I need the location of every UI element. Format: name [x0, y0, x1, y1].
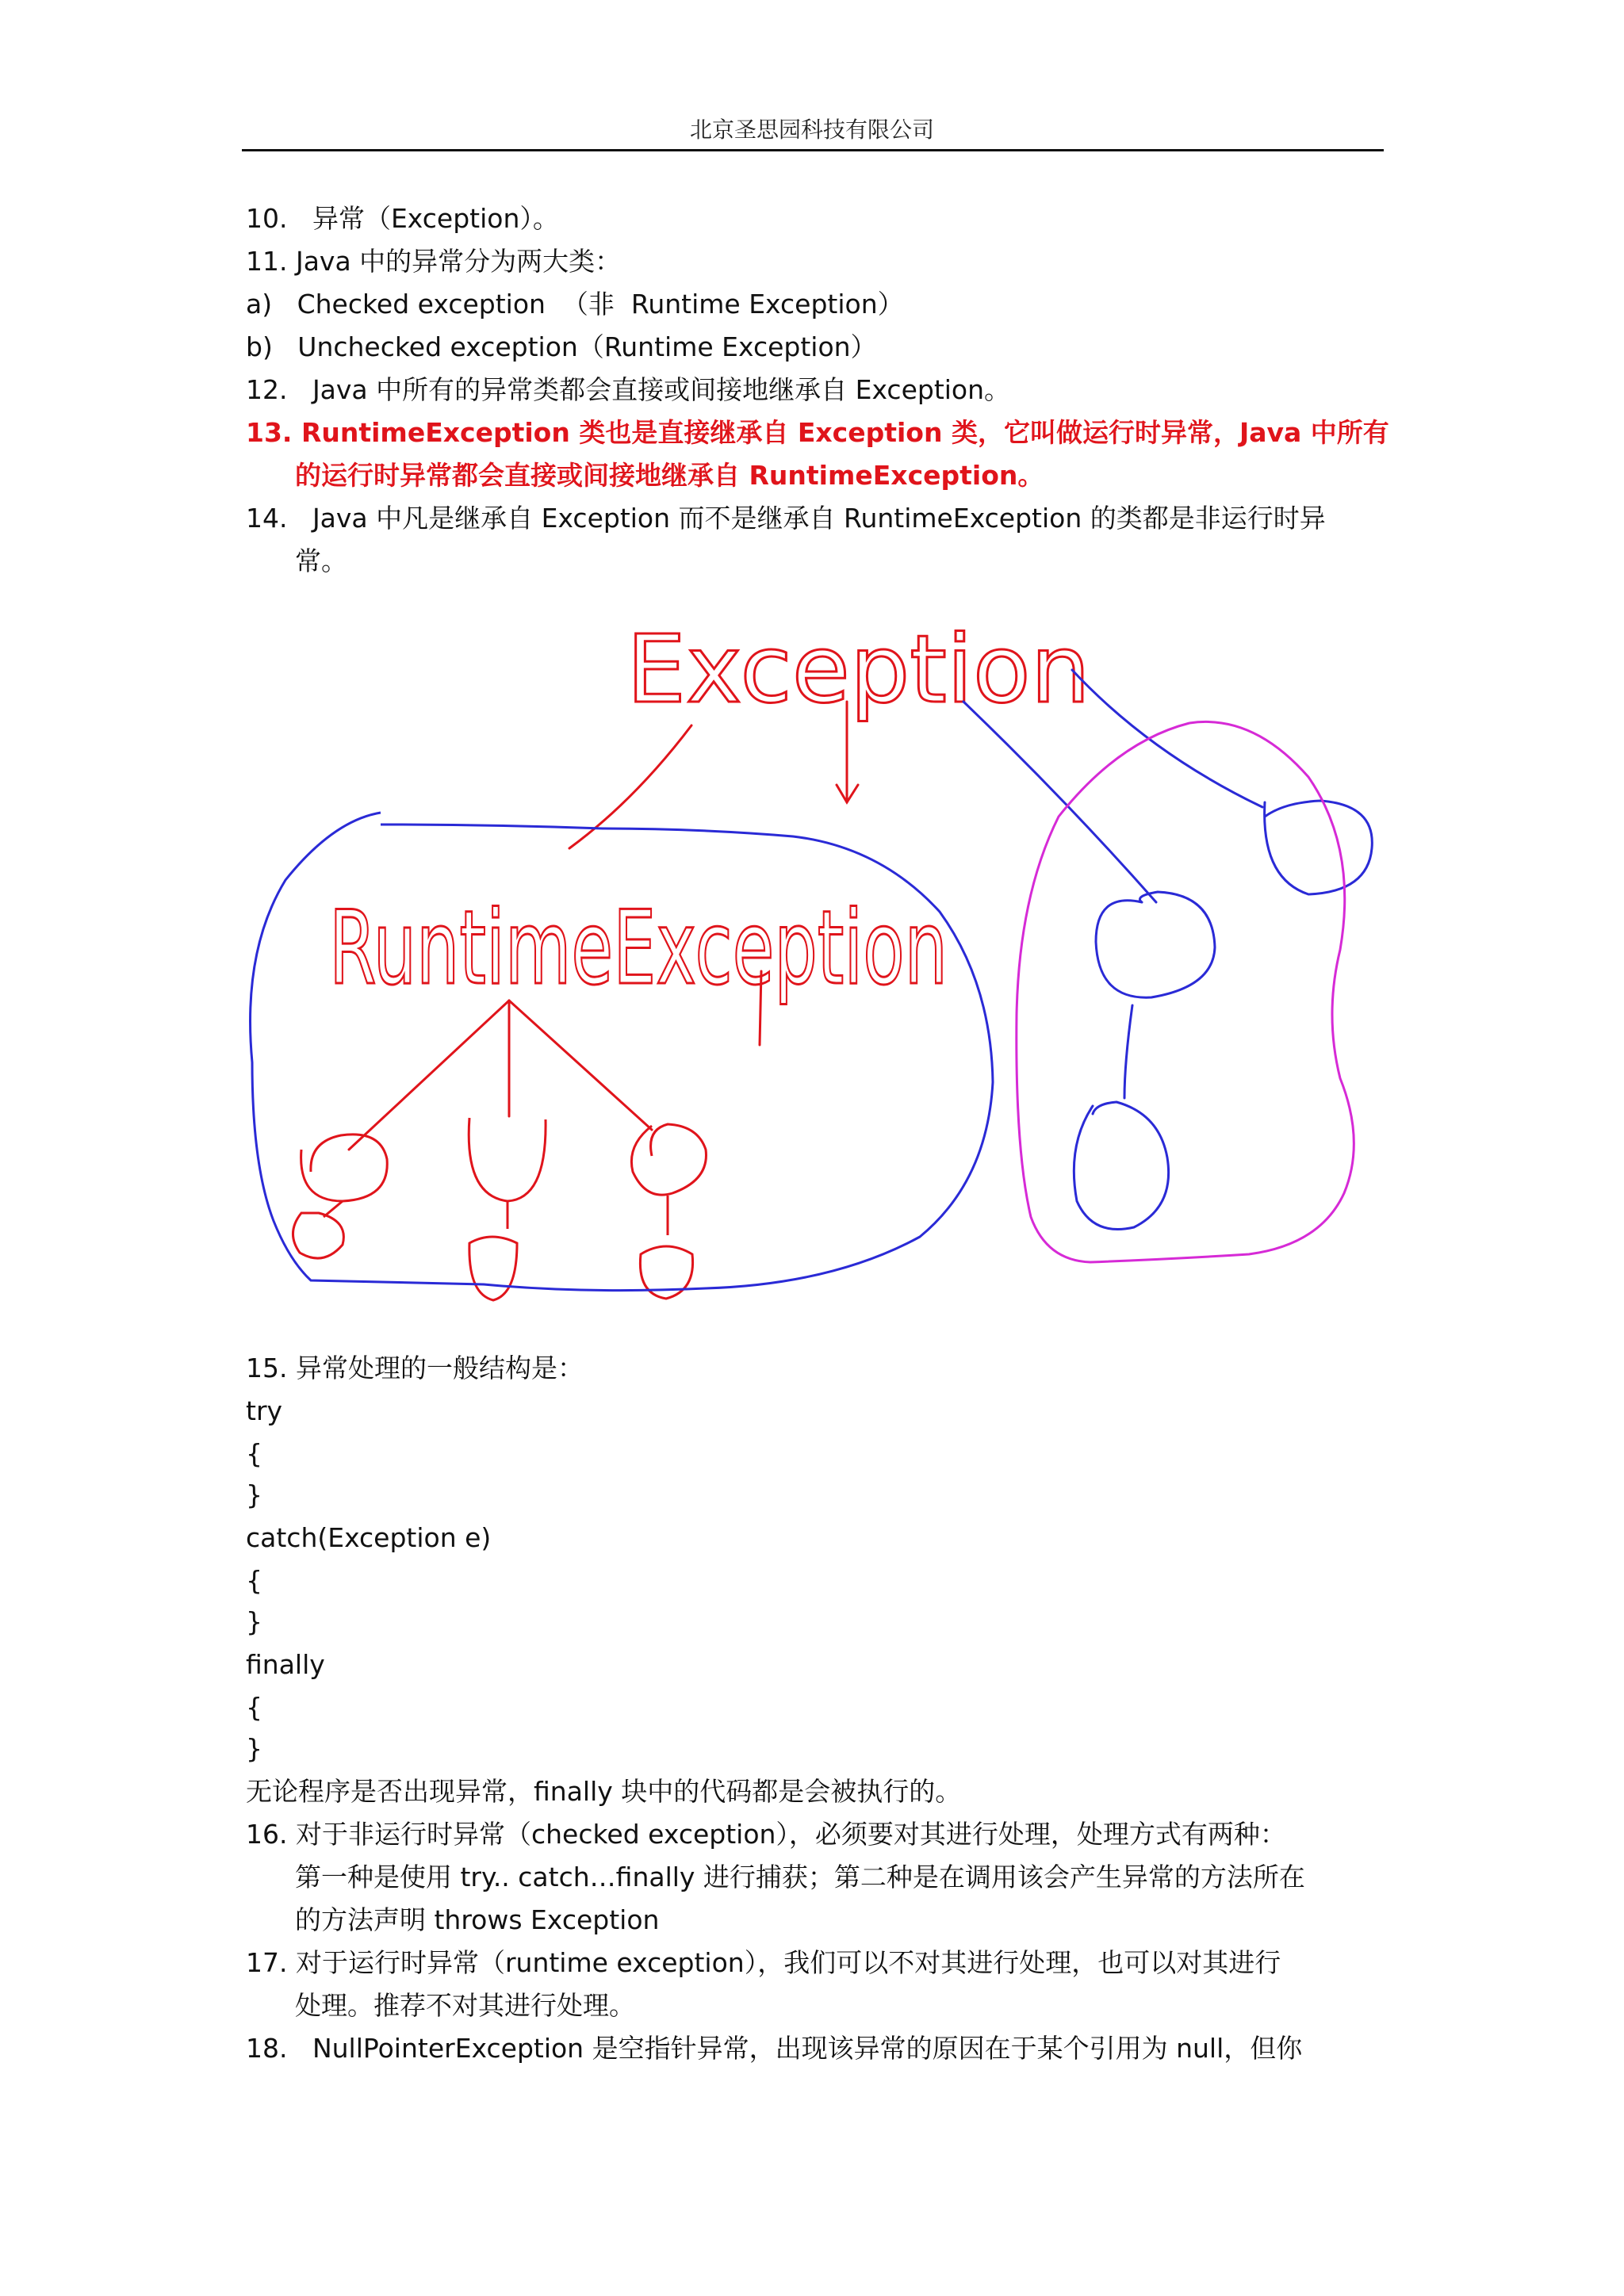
list-item-13: 13. RuntimeException 类也是直接继承自 Exception 类，它叫做运行时异常，Java 中所有	[246, 417, 1389, 448]
node-circle-icon	[469, 1118, 546, 1201]
code-line: finally	[246, 1649, 325, 1680]
node-circle-icon	[631, 1124, 706, 1195]
list-item-11: 11. Java 中的异常分为两大类：	[246, 246, 622, 277]
node-circle-icon	[469, 1237, 517, 1300]
node-circle-icon	[1096, 892, 1215, 997]
runtime-exception-label: RuntimeException	[329, 890, 948, 1008]
code-line: catch(Exception e)	[246, 1522, 492, 1553]
code-line: {	[246, 1438, 262, 1469]
node-circle-icon	[301, 1135, 388, 1201]
code-line: {	[246, 1692, 262, 1723]
list-item-14-cont: 常。	[295, 545, 347, 576]
runtime-group-outline	[251, 813, 993, 1291]
list-item-17-cont: 处理。推荐不对其进行处理。	[295, 1990, 635, 2021]
list-item-16: 16. 对于非运行时异常（checked exception），必须要对其进行处理，处理方式有两种：	[246, 1819, 1286, 1850]
paragraph-finally-note: 无论程序是否出现异常，finally 块中的代码都是会被执行的。	[246, 1776, 962, 1807]
list-item-11a: a) Checked exception （非 Runtime Exception）	[246, 289, 904, 320]
code-line: }	[246, 1733, 262, 1764]
list-item-12: 12. Java 中所有的异常类都会直接或间接地继承自 Exception。	[246, 374, 1011, 405]
list-item-17: 17. 对于运行时异常（runtime exception），我们可以不对其进行处理，也可以对其进行	[246, 1947, 1281, 1978]
list-item-18: 18. NullPointerException 是空指针异常，出现该异常的原因在于某个引用为 null，但你	[246, 2033, 1303, 2064]
code-line: {	[246, 1565, 262, 1596]
node-circle-icon	[1265, 801, 1373, 894]
exception-label: Exception	[626, 614, 1090, 724]
list-item-15: 15. 异常处理的一般结构是：	[246, 1353, 584, 1383]
list-item-13-cont: 的运行时异常都会直接或间接地继承自 RuntimeException。	[295, 460, 1044, 491]
list-item-14: 14. Java 中凡是继承自 Exception 而不是继承自 RuntimeException 的类都是非运行时异	[246, 503, 1326, 534]
code-line: }	[246, 1606, 262, 1637]
code-line: }	[246, 1479, 262, 1510]
list-item-10: 10. 异常（Exception）。	[246, 203, 559, 234]
page-header-title: 北京圣思园科技有限公司	[689, 117, 934, 143]
list-item-16-cont: 第一种是使用 try.. catch…finally 进行捕获；第二种是在调用该会产生异常的方法所在	[295, 1862, 1305, 1892]
list-item-11b: b) Unchecked exception（Runtime Exception）	[246, 331, 877, 362]
node-circle-icon	[293, 1213, 343, 1258]
checked-exception-branch	[963, 670, 1372, 1230]
node-circle-icon	[1074, 1102, 1168, 1230]
code-line: try	[246, 1395, 283, 1426]
list-item-16-cont: 的方法声明 throws Exception	[295, 1904, 660, 1935]
